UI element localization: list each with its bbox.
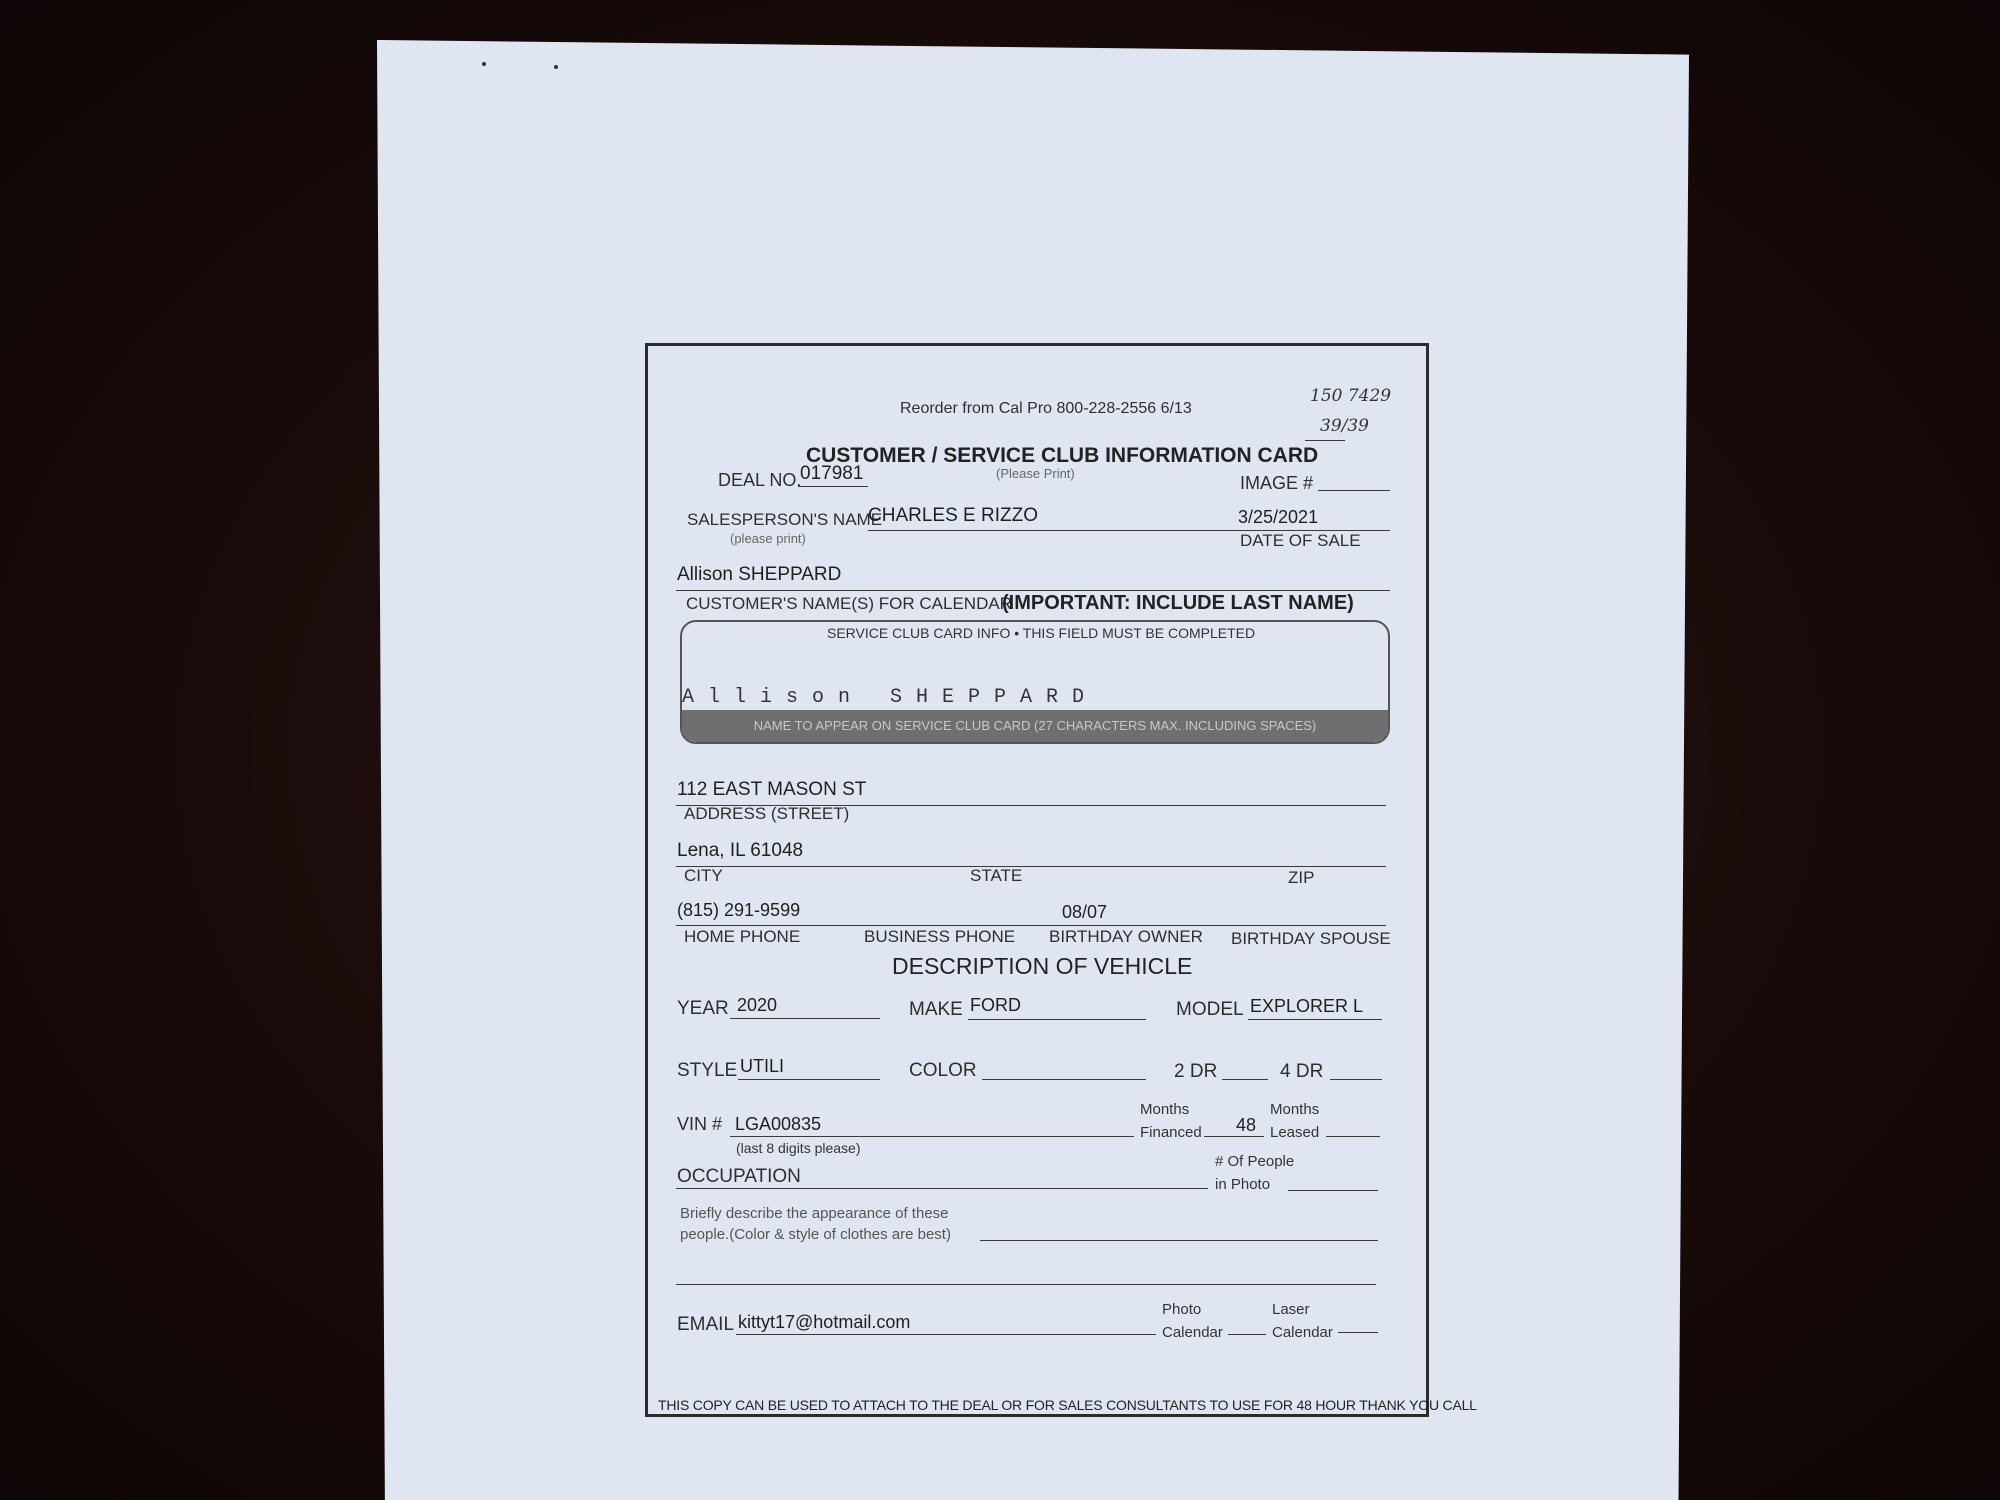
staple-hole [554,65,558,69]
customer-name-value[interactable]: Allison SHEPPARD [677,564,842,585]
email-value[interactable]: kittyt17@hotmail.com [738,1312,911,1332]
image-label: IMAGE # [1240,473,1314,493]
laser-calendar-line1: Laser [1272,1301,1310,1318]
style-value[interactable]: UTILI [740,1056,785,1076]
months-financed-value[interactable]: 48 [1236,1115,1257,1135]
months-financed-line1: Months [1140,1101,1190,1118]
service-club-footer: NAME TO APPEAR ON SERVICE CLUB CARD (27 CHARACTERS MAX. INCLUDING SPACES) [682,710,1388,742]
please-print-note: (Please Print) [996,466,1075,481]
people-in-photo-line1: # Of People [1215,1153,1295,1170]
people-in-photo-line2: in Photo [1215,1176,1271,1193]
vin-value[interactable]: LGA00835 [735,1114,822,1134]
address-label: ADDRESS (STREET) [684,804,850,823]
important-note: (IMPORTANT: INCLUDE LAST NAME) [1002,592,1354,614]
months-financed-line2: Financed [1140,1124,1202,1141]
handwritten-fraction: 39/39 [1320,416,1369,436]
service-club-header: SERVICE CLUB CARD INFO • THIS FIELD MUST BE COMPLETED [827,625,1256,641]
months-leased-line2: Leased [1270,1124,1320,1141]
style-label: STYLE [677,1060,738,1081]
card-title: CUSTOMER / SERVICE CLUB INFORMATION CARD [806,444,1319,467]
four-door-label: 4 DR [1280,1061,1324,1082]
model-label: MODEL [1176,999,1244,1020]
vehicle-heading: DESCRIPTION OF VEHICLE [892,953,1193,979]
vin-label: VIN # [677,1114,723,1134]
months-leased-line1: Months [1270,1101,1320,1118]
address-value[interactable]: 112 EAST MASON ST [677,779,867,800]
spouse-birthday-label: BIRTHDAY SPOUSE [1231,929,1391,948]
sale-date-value[interactable]: 3/25/2021 [1238,507,1319,527]
laser-calendar-line2: Calendar [1272,1324,1333,1341]
model-value[interactable]: EXPLORER L [1250,996,1364,1016]
city-value[interactable]: Lena, IL 61048 [677,840,804,861]
salesperson-label: SALESPERSON'S NAME [687,510,883,529]
describe-line1: Briefly describe the appearance of these [680,1205,949,1222]
occupation-label: OCCUPATION [677,1166,801,1187]
service-club-name[interactable]: Allison SHEPPARD [682,686,1099,709]
photo-calendar-line2: Calendar [1162,1324,1223,1341]
business-phone-label: BUSINESS PHONE [864,927,1016,946]
sale-date-label: DATE OF SALE [1240,531,1361,550]
deal-value[interactable]: 017981 [800,463,864,484]
zip-label: ZIP [1288,868,1315,887]
make-label: MAKE [909,999,963,1020]
make-value[interactable]: FORD [970,995,1021,1015]
home-phone-value[interactable]: (815) 291-9599 [677,900,801,920]
year-value[interactable]: 2020 [737,995,778,1015]
reorder-text: Reorder from Cal Pro 800-228-2556 6/13 [900,400,1192,417]
describe-line2: people.(Color & style of clothes are best) [680,1226,951,1243]
two-door-label: 2 DR [1174,1061,1218,1082]
color-label: COLOR [909,1060,977,1081]
card-footer-note: THIS COPY CAN BE USED TO ATTACH TO THE DEAL OR FOR SALES CONSULTANTS TO USE FOR 48 HOUR THANK YOU CALL [658,1397,1477,1413]
customer-name-label: CUSTOMER'S NAME(S) FOR CALENDAR [686,594,1012,613]
year-label: YEAR [677,998,729,1019]
handwritten-number: 150 7429 [1310,386,1392,406]
email-label: EMAIL [677,1314,735,1335]
owner-birthday-label: BIRTHDAY OWNER [1049,927,1203,946]
deal-label: DEAL NO. [718,470,802,490]
service-club-box [680,620,1390,744]
please-print-small: (please print) [730,531,806,546]
photo-calendar-line1: Photo [1162,1301,1202,1318]
home-phone-label: HOME PHONE [684,927,801,946]
vin-note: (last 8 digits please) [736,1140,861,1156]
owner-birthday-value[interactable]: 08/07 [1062,902,1108,922]
staple-hole [482,62,486,66]
salesperson-value[interactable]: CHARLES E RIZZO [868,505,1038,526]
state-label: STATE [970,866,1023,885]
city-label: CITY [684,866,723,885]
